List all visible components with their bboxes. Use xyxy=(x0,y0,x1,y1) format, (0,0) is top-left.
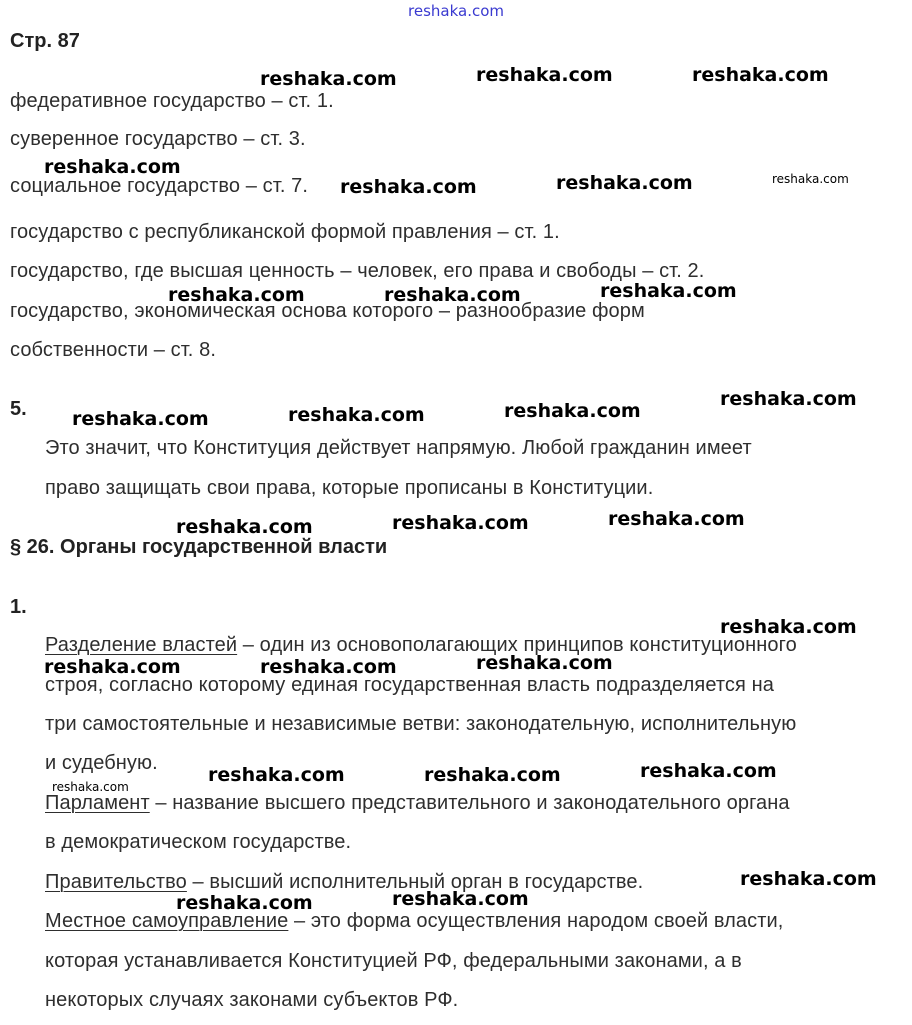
watermark: reshaka.com xyxy=(640,760,777,782)
definition-text: – один из основополагающих принципов конституционного xyxy=(237,634,797,656)
watermark: reshaka.com xyxy=(168,284,305,306)
watermark: reshaka.com xyxy=(692,64,829,86)
definition-parliament xyxy=(45,792,790,815)
answer-line-5: государство, где высшая ценность – человек, его права и свободы – ст. 2. xyxy=(10,260,705,282)
watermark: reshaka.com xyxy=(556,172,693,194)
definition-line: строя, согласно которому единая государственная власть подразделяется на xyxy=(45,674,774,696)
definition-line: некоторых случаях законами субъектов РФ. xyxy=(45,989,459,1011)
answer-line-4: государство с республиканской формой правления – ст. 1. xyxy=(10,221,560,243)
watermark: reshaka.com xyxy=(288,404,425,426)
watermark: reshaka.com xyxy=(52,780,129,794)
definition-line: в демократическом государстве. xyxy=(45,831,352,853)
watermark: reshaka.com xyxy=(176,516,313,538)
watermark: reshaka.com xyxy=(392,888,529,910)
watermark: reshaka.com xyxy=(424,764,561,786)
definition-line: которая устанавливается Конституцией РФ, федеральными законами, а в xyxy=(45,950,742,972)
watermark: reshaka.com xyxy=(772,172,849,186)
watermark: reshaka.com xyxy=(260,656,397,678)
answer-line-3: социальное государство – ст. 7. xyxy=(10,175,309,197)
watermark: reshaka.com xyxy=(408,2,504,20)
task-1-number: 1. xyxy=(10,596,27,618)
term-local-self-government: Местное самоуправление xyxy=(45,910,289,932)
watermark: reshaka.com xyxy=(44,656,181,678)
definition-separation-of-powers xyxy=(45,634,797,657)
answer-line-6: государство, экономическая основа которого – разнообразие форм xyxy=(10,300,645,322)
watermark: reshaka.com xyxy=(260,68,397,90)
definition-line: три самостоятельные и независимые ветви: законодательную, исполнительную xyxy=(45,713,797,735)
watermark: reshaka.com xyxy=(600,280,737,302)
definition-text: – это форма осуществления народом своей власти, xyxy=(288,910,784,932)
watermark: reshaka.com xyxy=(44,156,181,178)
watermark: reshaka.com xyxy=(176,892,313,914)
watermark: reshaka.com xyxy=(608,508,745,530)
watermark: reshaka.com xyxy=(476,652,613,674)
answer-line-2: суверенное государство – ст. 3. xyxy=(10,128,306,150)
watermark: reshaka.com xyxy=(720,388,857,410)
term-separation-of-powers: Разделение властей xyxy=(45,634,238,656)
definition-government xyxy=(45,871,643,894)
section-26-title: § 26. Органы государственной власти xyxy=(10,536,388,558)
answer-line-7: собственности – ст. 8. xyxy=(10,339,216,361)
answer-line-1: федеративное государство – ст. 1. xyxy=(10,90,334,112)
watermark: reshaka.com xyxy=(384,284,521,306)
definition-line: и судебную. xyxy=(45,752,158,774)
task-5-line-1: Это значит, что Конституция действует напрямую. Любой гражданин имеет xyxy=(45,437,752,459)
page-number-heading: Стр. 87 xyxy=(10,30,80,52)
watermark: reshaka.com xyxy=(72,408,209,430)
task-5-number: 5. xyxy=(10,398,27,420)
watermark: reshaka.com xyxy=(208,764,345,786)
watermark: reshaka.com xyxy=(476,64,613,86)
task-5-line-2: право защищать свои права, которые прописаны в Конституции. xyxy=(45,477,654,499)
definition-local-self-government xyxy=(45,910,783,933)
definition-text: – высший исполнительный орган в государстве. xyxy=(186,871,644,893)
watermark: reshaka.com xyxy=(392,512,529,534)
definition-text: – название высшего представительного и законодательного органа xyxy=(149,792,790,814)
watermark: reshaka.com xyxy=(504,400,641,422)
watermark: reshaka.com xyxy=(740,868,877,890)
watermark: reshaka.com xyxy=(720,616,857,638)
term-parliament: Парламент xyxy=(45,792,150,814)
watermark: reshaka.com xyxy=(340,176,477,198)
term-government: Правительство xyxy=(45,871,187,893)
